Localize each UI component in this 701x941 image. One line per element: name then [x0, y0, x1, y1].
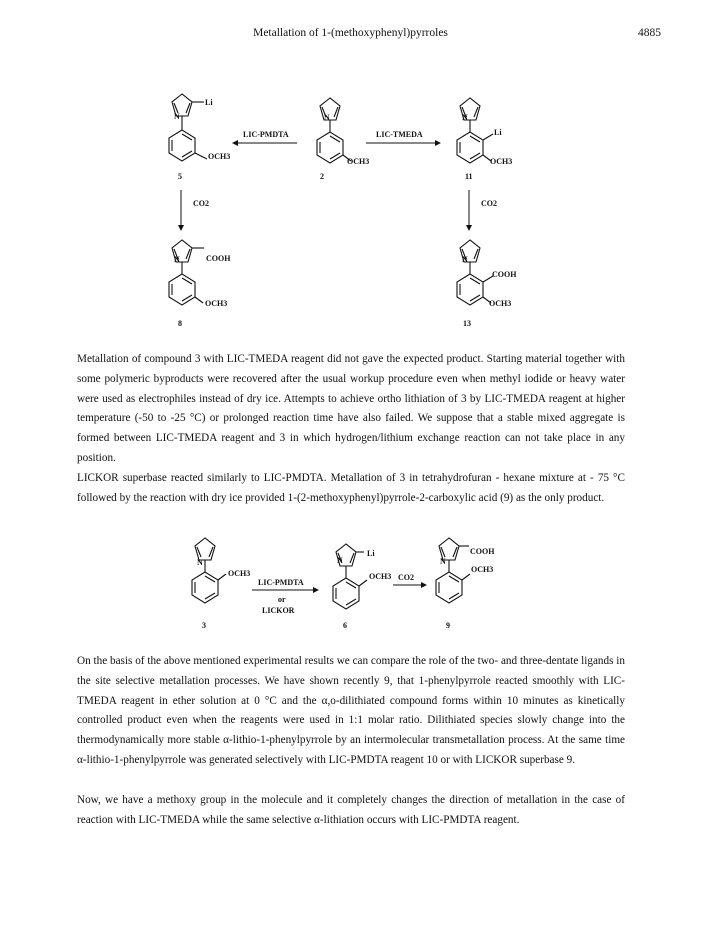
n-label: N	[440, 557, 446, 566]
och3-label: OCH3	[208, 152, 231, 161]
arrow-label-lic-pmdta: LIC-PMDTA	[258, 578, 304, 587]
och3-label: OCH3	[369, 572, 392, 581]
n-label: N	[462, 255, 468, 264]
co2-label: CO2	[481, 199, 497, 208]
arrow-label-lickor: LICKOR	[262, 606, 295, 615]
och3-label: OCH3	[489, 299, 512, 308]
arrow-label-lic-pmdta: LIC-PMDTA	[243, 130, 289, 139]
och3-label: OCH3	[347, 157, 370, 166]
running-title: Metallation of 1-(methoxyphenyl)pyrroles	[253, 27, 448, 39]
compound-number-5: 5	[178, 172, 182, 181]
li-label: Li	[205, 98, 213, 107]
paragraph-4: Now, we have a methoxy group in the molecule and it completely changes the direction of metallation in the case of reaction with LIC-TMEDA while the same selective α-lithiation occurs with LIC-PMDTA reagent.	[77, 794, 625, 826]
compound-2	[317, 98, 351, 163]
compound-number-2: 2	[320, 172, 324, 181]
cooh-label: COOH	[492, 270, 517, 279]
och3-label: OCH3	[205, 299, 228, 308]
li-label: Li	[494, 128, 502, 137]
compound-number-6: 6	[343, 621, 347, 630]
n-label: N	[197, 558, 203, 567]
n-label: N	[462, 113, 468, 122]
och3-label: OCH3	[490, 157, 513, 166]
n-label: N	[174, 255, 180, 264]
cooh-label: COOH	[470, 547, 495, 556]
compound-3	[192, 538, 226, 603]
paragraph-3: On the basis of the above mentioned experimental results we can compare the role of the two- and three-dentate ligands in the site selective metallation processes. We have shown recently 9, that 1-phenylpyrrole reacted smoothly with LIC-TMEDA reagent in ether solution at 0 °C and the α,o-dilithiated compound forms within 10 minutes as kinetically controlled product even when the reagents were used in 1:1 molar ratio. Dilithiated species slowly change into the thermodynamically more stable α-lithio-1-phenylpyrrole by an intermolecular transmetallation process. At the same time α-lithio-1-phenylpyrrole was generated selectively with LIC-PMDTA reagent 10 or with LICKOR superbase 9.	[77, 655, 625, 766]
compound-13	[457, 240, 493, 305]
compound-number-3: 3	[202, 621, 206, 630]
arrow-label-or: or	[278, 595, 286, 604]
n-label: N	[337, 556, 343, 565]
li-label: Li	[367, 549, 375, 558]
compound-11	[457, 98, 493, 163]
paragraph-2: LICKOR superbase reacted similarly to LIC-PMDTA. Metallation of 3 in tetrahydrofuran - hexane mixture at - 75 °C followed by the reaction with dry ice provided 1-(2-methoxyphenyl)pyrrole-2-carboxylic acid (9) as the only product.	[77, 472, 625, 504]
och3-label: OCH3	[471, 565, 494, 574]
page-number: 4885	[638, 27, 661, 39]
reaction-scheme-1	[0, 80, 701, 340]
compound-number-9: 9	[446, 621, 450, 630]
arrow-label-co2: CO2	[398, 573, 414, 582]
compound-9	[436, 538, 470, 603]
compound-8	[169, 240, 204, 305]
compound-6	[333, 544, 367, 609]
cooh-label: COOH	[206, 254, 231, 263]
paragraph-1: Metallation of compound 3 with LIC-TMEDA reagent did not gave the expected product. Starting material together with some polymeric byproducts were recovered after the usual workup procedure even when methyl iodide or heavy water were used as electrophiles instead of dry ice. Attempts to achieve ortho lithiation of 3 by LIC-TMEDA reagent at higher temperature (-50 to -25 °C) or prolonged reaction time have also failed. We suppose that a stable mixed aggregate is formed between LIC-TMEDA reagent and 3 in which hydrogen/lithium exchange reaction can not take place in any position.	[77, 353, 625, 464]
reaction-scheme-2	[0, 530, 701, 640]
compound-number-13: 13	[463, 319, 471, 328]
n-label: N	[174, 112, 180, 121]
compound-5	[169, 94, 207, 161]
arrow-label-lic-tmeda: LIC-TMEDA	[376, 130, 423, 139]
och3-label: OCH3	[228, 569, 251, 578]
compound-number-8: 8	[178, 319, 182, 328]
co2-label: CO2	[193, 199, 209, 208]
n-label: N	[324, 113, 330, 122]
compound-number-11: 11	[465, 172, 473, 181]
